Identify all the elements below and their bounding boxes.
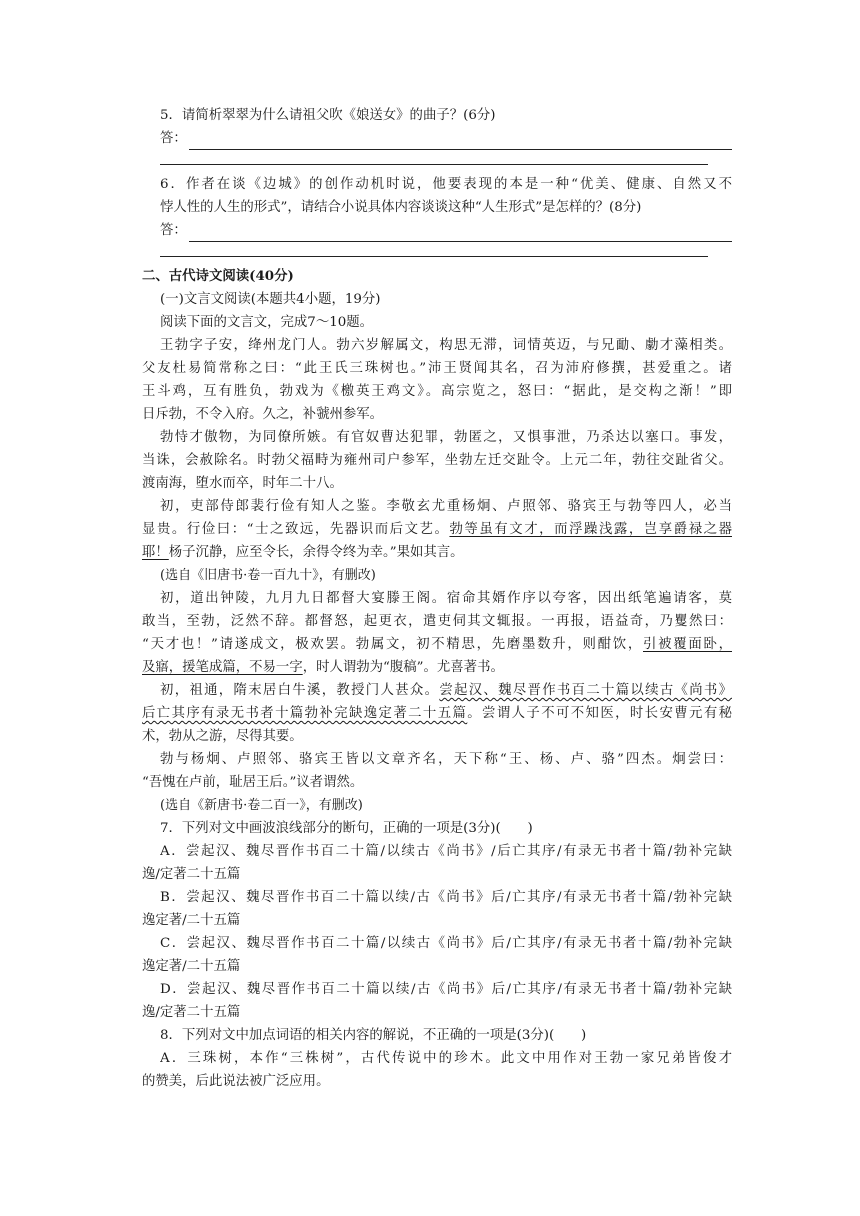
wavy-underlined-text: 尝起汉、魏尽晋作书百二十篇以续古《尚书》 [439,683,732,698]
answer-line-2[interactable] [160,242,732,265]
passage-line: 父友杜易简常称之曰：“此王氏三珠树也。”沛王贤闻其名，召为沛府修撰，甚爱重之。诸 [142,361,732,376]
exam-page [142,104,732,1093]
question-7-option-a-cont[interactable]: 逸/定著二十五篇 [142,867,241,882]
underlined-sentence: 及寤，援笔成篇，不易一字 [142,660,303,675]
passage-line [160,679,732,702]
question-6-stem-line-2: 悖人性的人生的形式”，请结合小说具体内容谈谈这种“人生形式”是怎样的？(8分) [160,200,642,215]
passage-line: 初，道出钟陵，九月九日都督大宴滕王阁。宿命其婿作序以夸客，因出纸笔遍请客，莫 [160,591,732,606]
passage-text: 。尝谓人子不可不知医，时长安曹元有秘 [467,706,732,721]
answer-line[interactable] [189,227,732,242]
question-7-option-b-cont[interactable]: 逸定著/二十五篇 [142,913,241,928]
passage-text: “天才也！”请遂成文，极欢罢。勃属文，初不精思，先磨墨数升，则酣饮， [142,637,643,652]
wavy-underlined-text: 后亡其序有录无书者十篇勃补完缺逸定著二十五篇 [142,706,468,721]
passage-text: 杨子沉静，应至令长，余得令终为幸。”果如其言。 [168,545,464,560]
passage-source: (选自《旧唐书·卷一百九十》，有删改) [160,568,376,583]
answer-label: 答： [160,131,187,146]
question-7-option-d-cont[interactable]: 逸/定著二十五篇 [142,1005,241,1020]
passage-text: 显贵。行俭曰：“士之致远，先器识而后文艺。 [142,522,450,537]
question-7-option-d[interactable]: D．尝起汉、魏尽晋作书百二十篇以续/古《尚书》后/亡其序/有录无书者十篇/勃补完缺 [160,982,732,997]
section-instruction: 阅读下面的文言文，完成7～10题。 [160,315,374,330]
underlined-sentence: 引被覆面卧， [643,637,732,652]
answer-line-2[interactable] [160,150,732,173]
section-title: 二、古代诗文阅读(40分) [142,268,294,284]
section-subtitle: (一)文言文阅读(本题共4小题，19分) [160,292,381,307]
answer-line[interactable] [189,135,732,150]
question-5-stem: 5．请简析翠翠为什么请祖父吹《娘送女》的曲子？(6分) [160,108,496,123]
question-7-option-b[interactable]: B．尝起汉、魏尽晋作书百二十篇以续/古《尚书》后/亡其序/有录无书者十篇/勃补完缺 [160,890,732,905]
question-8-stem: 8．下列对文中加点词语的相关内容的解说，不正确的一项是(3分)( ) [160,1028,587,1043]
passage-line: 术，勃从之游，尽得其要。 [142,729,303,744]
question-8-option-a[interactable]: A．三珠树，本作“三株树”，古代传说中的珍木。此文中用作对王勃一家兄弟皆俊才 [160,1051,732,1066]
passage-text: 初，祖通，隋末居白牛溪，教授门人甚众。 [160,683,440,698]
underlined-sentence: 耶！ [142,545,169,560]
question-8-option-a-cont[interactable]: 的赞美，后此说法被广泛应用。 [142,1074,330,1089]
passage-source: (选自《新唐书·卷二百一》，有删改) [160,798,363,813]
passage-line: 勃与杨炯、卢照邻、骆宾王皆以文章齐名，天下称“王、杨、卢、骆”四杰。炯尝曰： [160,752,732,767]
question-6-answer[interactable] [160,219,732,242]
underlined-sentence: 勃等虽有文才，而浮躁浅露，岂享爵禄之器 [449,522,732,537]
passage-line: 渡南海，堕水而卒，时年二十八。 [142,476,343,491]
question-5-answer[interactable] [160,127,732,150]
passage-line: “吾愧在卢前，耻居王后。”议者谓然。 [142,775,364,790]
question-7-stem: 7．下列对文中画波浪线部分的断句，正确的一项是(3分)( ) [160,821,533,836]
passage-line: 王斗鸡，互有胜负，勃戏为《檄英王鸡文》。高宗览之，怒曰：“据此，是交构之渐！”即 [142,384,732,399]
passage-line: 日斥勃，不令入府。久之，补虢州参军。 [142,407,384,422]
question-7-option-a[interactable]: A．尝起汉、魏尽晋作书百二十篇/以续古《尚书》/后亡其序/有录无书者十篇/勃补完缺 [160,844,732,859]
passage-line [142,541,732,564]
passage-line: 初，吏部侍郎裴行俭有知人之鉴。李敬玄尤重杨炯、卢照邻、骆宾王与勃等四人，必当 [160,499,732,514]
passage-line: 勃恃才傲物，为同僚所嫉。有官奴曹达犯罪，勃匿之，又惧事泄，乃杀达以塞口。事发， [160,430,732,445]
passage-line [142,518,732,541]
passage-line [142,633,732,656]
passage-line: 敢当，至勃，泛然不辞。都督怒，起更衣，遣吏伺其文辄报。一再报，语益奇，乃矍然曰： [142,614,732,629]
passage-line [142,702,732,725]
question-7-option-c[interactable]: C．尝起汉、魏尽晋作书百二十篇/以续古《尚书》后/亡其序/有录无书者十篇/勃补完缺 [160,936,732,951]
passage-text: ，时人谓勃为“腹稿”。尤喜著书。 [302,660,504,675]
question-6-stem-line-1: 6．作者在谈《边城》的创作动机时说，他要表现的本是一种“优美、健康、自然又不 [160,177,732,192]
passage-line: 当诛，会赦除名。时勃父福畤为雍州司户参军，坐勃左迁交趾令。上元二年，勃往交趾省父。 [142,453,732,468]
passage-line [142,656,732,679]
answer-label: 答： [160,223,187,238]
question-7-option-c-cont[interactable]: 逸定著/二十五篇 [142,959,241,974]
passage-line: 王勃字子安，绛州龙门人。勃六岁解属文，构思无滞，词情英迈，与兄勔、勮才藻相类。 [160,338,732,353]
